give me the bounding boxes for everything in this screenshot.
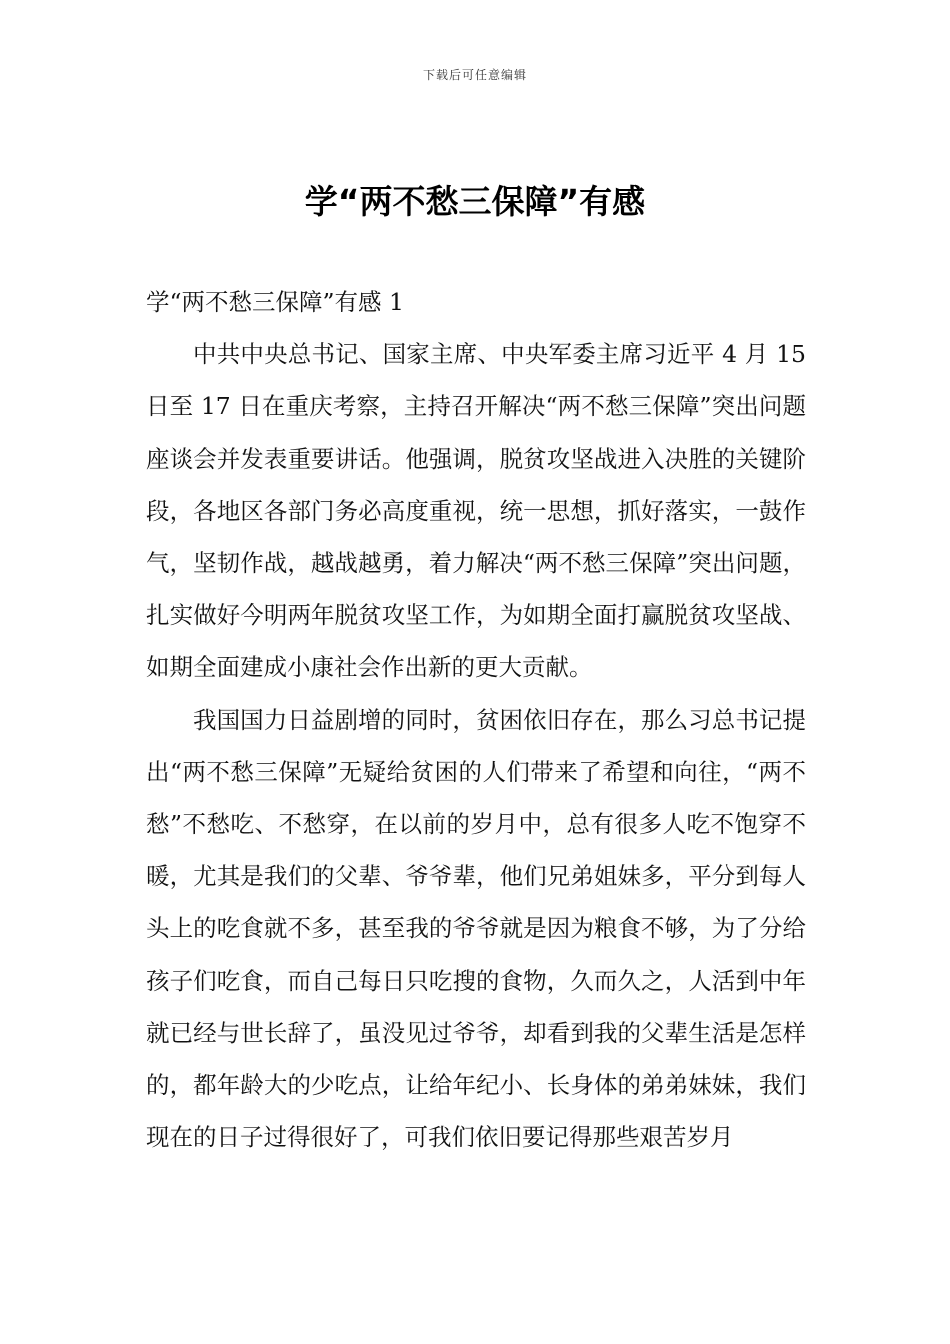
- body-paragraph-1: 中共中央总书记、国家主席、中央军委主席习近平 4 月 15 日至 17 日在重庆考察，主持召开解决“两不愁三保障”突出问题座谈会并发表重要讲话。他强调，脱贫攻坚战进入决胜的关键阶段，各地区各部门务必高度重视，统一思想，抓好落实，一鼓作气，坚韧作战，越战越勇，着力解决“两不愁三保障”突出问题，扎实做好今明两年脱贫攻坚工作，为如期全面打赢脱贫攻坚战、如期全面建成小康社会作出新的更大贡献。: [146, 340, 806, 682]
- document-body: [146, 276, 806, 1163]
- body-paragraph-2: 我国国力日益剧增的同时，贫困依旧存在，那么习总书记提出“两不愁三保障”无疑给贫困的人们带来了希望和向往，“两不愁”不愁吃、不愁穿，在以前的岁月中，总有很多人吃不饱穿不暖，尤其是我们的父辈、爷爷辈，他们兄弟姐妹多，平分到每人头上的吃食就不多，甚至我的爷爷就是因为粮食不够，为了分给孩子们吃食，而自己每日只吃搜的食物，久而久之，人活到中年就已经与世长辞了，虽没见过爷爷，却看到我的父辈生活是怎样的，都年龄大的少吃点，让给年纪小、长身体的弟弟妹妹，我们现在的日子过得很好了，可我们依旧要记得那些艰苦岁月: [146, 705, 806, 1152]
- page-header: 下载后可任意编辑: [422, 68, 527, 82]
- section-heading: 学“两不愁三保障”有感 1: [146, 288, 404, 316]
- document-title: 学“两不愁三保障”有感: [304, 182, 646, 221]
